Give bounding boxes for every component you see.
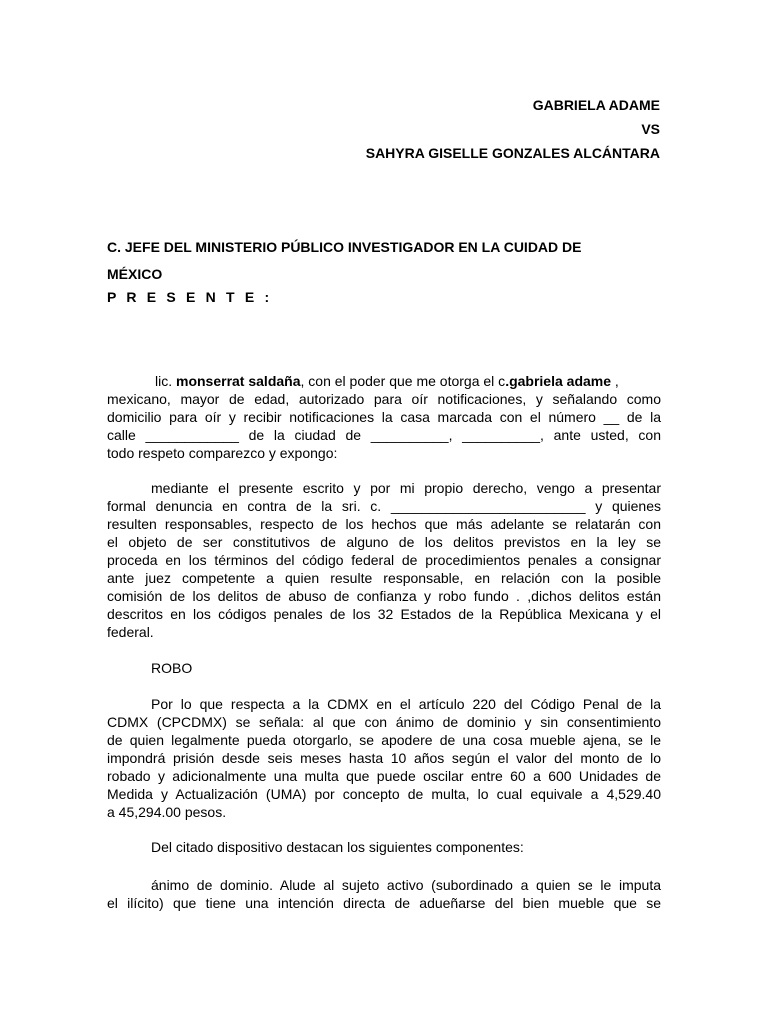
versus-label: VS: [641, 121, 660, 137]
paragraph-line: calle ____________ de la ciudad de __________, __________, ante usted, con: [107, 427, 661, 443]
paragraph-line: descritos en los códigos penales de los 32 Estados de la República Mexicana y el: [107, 606, 661, 622]
paragraph-line: Medida y Actualización (UMA) por concepto de multa, lo cual equivale a 4,529.40: [107, 786, 661, 802]
paragraph-line: lic. monserrat saldaña, con el poder que me otorga el c.gabriela adame ,: [155, 373, 619, 389]
paragraph-line: de quien legalmente pueda otorgarlo, se apodere de una cosa mueble ajena, se le: [107, 732, 661, 748]
paragraph-line: impondrá prisión desde seis meses hasta 10 años según el valor del monto de lo: [107, 750, 661, 766]
paragraph-line: federal.: [107, 624, 154, 640]
paragraph-line: a 45,294.00 pesos.: [107, 804, 227, 820]
plaintiff-name: GABRIELA ADAME: [532, 97, 660, 113]
paragraph-line: el objeto de ser constitutivos de alguno de los delitos previstos en la ley se: [107, 534, 661, 550]
paragraph-article-220: [107, 695, 661, 821]
paragraph-line: ánimo de dominio. Alude al sujeto activo (subordinado a quien se le imputa: [151, 877, 661, 893]
paragraph-line: Por lo que respecta a la CDMX en el artículo 220 del Código Penal de la: [151, 696, 661, 712]
paragraph-components-intro: Del citado dispositivo destacan los siguientes componentes:: [151, 839, 524, 855]
defendant-name: SAHYRA GISELLE GONZALES ALCÁNTARA: [365, 145, 660, 161]
paragraph-line: ante juez competente a quien resulte responsable, en relación con la posible: [107, 570, 661, 586]
paragraph-line: mexicano, mayor de edad, autorizado para oír notificaciones, y señalando como: [107, 391, 661, 407]
paragraph-line: proceda en los términos del código federal de procedimientos penales a consignar: [107, 552, 661, 568]
paragraph-animo-dominio: [107, 876, 661, 912]
attorney-name: monserrat saldaña: [176, 373, 301, 389]
paragraph-line: el ilícito) que tiene una intención directa de adueñarse del bien mueble que se: [107, 895, 661, 911]
section-heading-robo: ROBO: [151, 660, 193, 676]
paragraph-line: CDMX (CPCDMX) se señala: al que con ánimo de dominio y sin consentimiento: [107, 714, 661, 730]
addressee-line-2: MÉXICO: [107, 266, 163, 282]
paragraph-line: formal denuncia en contra de la sri. c. _________________________ y quienes: [107, 498, 661, 514]
paragraph-line: domicilio para oír y recibir notificaciones la casa marcada con el número __ de la: [107, 409, 661, 425]
paragraph-complaint: [107, 479, 661, 641]
case-header: [366, 93, 660, 165]
paragraph-line: comisión de los delitos de abuso de confianza y robo fundo . ,dichos delitos están: [107, 588, 661, 604]
addressee-block: [107, 234, 662, 307]
paragraph-line: robado y adicionalmente una multa que puede oscilar entre 60 a 600 Unidades de: [107, 768, 661, 784]
paragraph-line: mediante el presente escrito y por mi propio derecho, vengo a presentar: [151, 480, 661, 496]
addressee-line-1: C. JEFE DEL MINISTERIO PÚBLICO INVESTIGADOR EN LA CUIDAD DE: [107, 239, 582, 255]
client-name: .gabriela adame: [505, 373, 612, 389]
presente-label: P R E S E N T E :: [107, 289, 273, 305]
paragraph-line: resulten responsables, respecto de los hechos que más adelante se relatarán con: [107, 516, 661, 532]
paragraph-introduction: [107, 372, 661, 462]
paragraph-line: todo respeto comparezco y expongo:: [107, 445, 338, 461]
